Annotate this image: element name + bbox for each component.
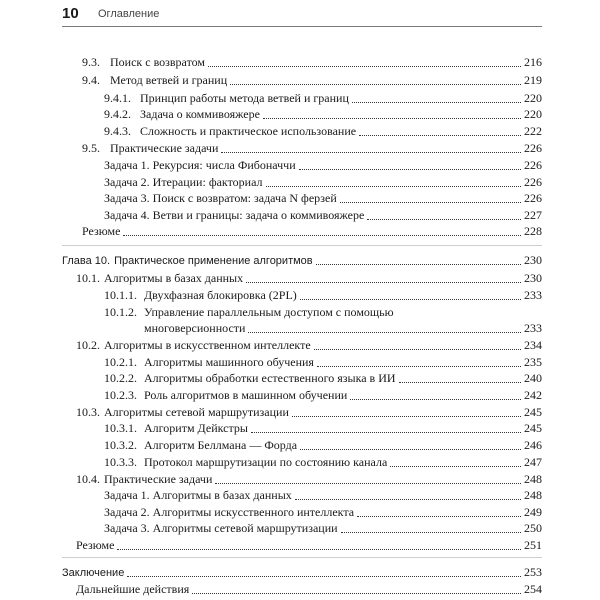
leader-dots: [127, 575, 521, 577]
entry-title: Практические задачи: [104, 472, 213, 486]
toc-entry: [76, 271, 542, 286]
entry-page: 250: [524, 521, 542, 535]
toc-entry-continuation: [144, 321, 542, 336]
toc-entry: [104, 175, 542, 190]
separator-line: [62, 245, 542, 246]
entry-page: 222: [524, 124, 542, 138]
toc-entry: [104, 521, 542, 536]
entry-page: 247: [524, 455, 542, 469]
entry-page: 216: [524, 55, 542, 69]
entry-number: 10.1.: [76, 271, 100, 285]
entry-page: 227: [524, 208, 542, 222]
toc-entry-first-line: [104, 305, 394, 320]
entry-page: 234: [524, 338, 542, 352]
entry-title: Алгоритмы в искусственном интеллекте: [104, 338, 311, 352]
toc-entry: [82, 55, 542, 70]
entry-page: 245: [524, 405, 542, 419]
toc-entry: [104, 355, 542, 370]
entry-page: 226: [524, 158, 542, 172]
toc-entry: [104, 488, 542, 503]
leader-dots: [352, 101, 521, 103]
entry-title: Метод ветвей и границ: [110, 73, 228, 87]
leader-dots: [208, 65, 521, 67]
entry-page: 220: [524, 107, 542, 121]
entry-page: 249: [524, 505, 542, 519]
toc-entry: [104, 388, 542, 403]
entry-number: 9.3.: [82, 55, 100, 69]
entry-title: Резюме: [76, 538, 115, 552]
entry-page: 226: [524, 141, 542, 155]
entry-page: 248: [524, 488, 542, 502]
leader-dots: [300, 448, 521, 450]
toc-entry: [76, 338, 542, 353]
entry-title: Алгоритмы машинного обучения: [144, 355, 314, 369]
entry-number: 10.2.: [76, 338, 100, 352]
running-header-title: Оглавление: [98, 8, 160, 20]
entry-title-continued: многоверсионности: [144, 321, 246, 335]
entry-number: 10.3.2.: [104, 438, 137, 452]
entry-title: Задача 2. Итерации: факториал: [104, 175, 263, 189]
entry-title: Управление параллельным доступом с помощью: [144, 305, 394, 319]
leader-dots: [359, 134, 521, 136]
leader-dots: [221, 151, 521, 153]
page-number: 10: [62, 5, 79, 22]
entry-title: Алгоритм Дейкстры: [144, 421, 248, 435]
entry-number: 10.4.: [76, 472, 100, 486]
entry-title: Задача 4. Ветви и границы: задача о коммивояжере: [104, 208, 365, 222]
entry-title: Алгоритмы обработки естественного языка в ИИ: [144, 371, 396, 385]
entry-number: 9.4.2.: [104, 107, 131, 121]
leader-dots: [246, 281, 521, 283]
entry-page: 253: [524, 565, 542, 579]
entry-title: Резюме: [82, 224, 121, 238]
entry-title: Задача 1. Алгоритмы в базах данных: [104, 488, 292, 502]
toc-entry: [82, 73, 542, 88]
toc-entry: [104, 191, 542, 206]
entry-page: 230: [524, 271, 542, 285]
entry-page: 248: [524, 472, 542, 486]
entry-number: 10.3.: [76, 405, 100, 419]
entry-title: Двухфазная блокировка (2PL): [144, 288, 297, 302]
entry-title: Задача 1. Рекурсия: числа Фибоначчи: [104, 158, 296, 172]
entry-title: Поиск с возвратом: [110, 55, 206, 69]
leader-dots: [295, 498, 521, 500]
leader-dots: [248, 331, 521, 333]
entry-number: 10.3.1.: [104, 421, 137, 435]
chapter-title: Заключение: [62, 567, 125, 579]
toc-entry: [104, 124, 542, 139]
leader-dots: [263, 117, 521, 119]
toc-chapter-entry: [62, 565, 542, 580]
leader-dots: [399, 381, 521, 383]
entry-number: 10.1.2.: [104, 305, 137, 319]
entry-title: Задача 2. Алгоритмы искусственного интеллекта: [104, 505, 355, 519]
leader-dots: [123, 234, 521, 236]
leader-dots: [340, 201, 521, 203]
entry-number: 10.3.3.: [104, 455, 137, 469]
leader-dots: [316, 263, 521, 265]
toc-entry: [76, 405, 542, 420]
toc-entry: [104, 208, 542, 223]
leader-dots: [251, 431, 521, 433]
entry-page: 228: [524, 224, 542, 238]
entry-number: 10.2.2.: [104, 371, 137, 385]
leader-dots: [317, 365, 521, 367]
toc-entry: [104, 505, 542, 520]
entry-title: Протокол маршрутизации по состоянию канала: [144, 455, 388, 469]
leader-dots: [117, 548, 521, 550]
chapter-number: Глава 10.: [62, 255, 111, 267]
entry-number: 10.2.3.: [104, 388, 137, 402]
leader-dots: [350, 398, 521, 400]
entry-page: 245: [524, 421, 542, 435]
entry-number: 9.4.: [82, 73, 100, 87]
entry-title: Сложность и практическое использование: [140, 124, 357, 138]
entry-page: 240: [524, 371, 542, 385]
entry-page: 242: [524, 388, 542, 402]
entry-page: 220: [524, 91, 542, 105]
leader-dots: [215, 482, 521, 484]
entry-title: Алгоритмы в базах данных: [104, 271, 244, 285]
entry-title: Роль алгоритмов в машинном обучении: [144, 388, 348, 402]
entry-number: 9.5.: [82, 141, 100, 155]
entry-title: Задача 3. Поиск с возвратом: задача N ферзей: [104, 191, 337, 205]
entry-number: 10.2.1.: [104, 355, 137, 369]
leader-dots: [390, 465, 521, 467]
entry-page: 254: [524, 582, 542, 596]
entry-number: 9.4.1.: [104, 91, 131, 105]
entry-title: Принцип работы метода ветвей и границ: [140, 91, 349, 105]
leader-dots: [266, 185, 521, 187]
toc-entry: [104, 288, 542, 303]
entry-page: 233: [524, 288, 542, 302]
toc-entry: [76, 472, 542, 487]
entry-title: Дальнейшие действия: [76, 582, 190, 596]
leader-dots: [300, 298, 521, 300]
entry-page: 246: [524, 438, 542, 452]
toc-chapter-entry: [62, 253, 542, 268]
entry-number: 10.1.1.: [104, 288, 137, 302]
toc-entry: [76, 538, 542, 553]
entry-page: 226: [524, 191, 542, 205]
entry-page: 230: [524, 253, 542, 267]
toc-entry: [76, 582, 542, 597]
entry-title: Практические задачи: [110, 141, 219, 155]
toc-entry: [82, 141, 542, 156]
leader-dots: [192, 592, 521, 594]
separator-line: [62, 557, 542, 558]
toc-entry: [104, 371, 542, 386]
leader-dots: [292, 415, 521, 417]
entry-page: 235: [524, 355, 542, 369]
toc-entry: [82, 224, 542, 239]
entry-title: Задача 3. Алгоритмы сетевой маршрутизации: [104, 521, 338, 535]
chapter-title: Практическое применение алгоритмов: [114, 255, 313, 267]
entry-page: 251: [524, 538, 542, 552]
leader-dots: [367, 218, 521, 220]
entry-number: 9.4.3.: [104, 124, 131, 138]
entry-title: Задача о коммивояжере: [140, 107, 260, 121]
leader-dots: [230, 83, 521, 85]
toc-entry: [104, 107, 542, 122]
toc-entry: [104, 91, 542, 106]
toc-entry: [104, 455, 542, 470]
entry-title: Алгоритмы сетевой маршрутизации: [104, 405, 289, 419]
entry-page: 226: [524, 175, 542, 189]
toc-entry: [104, 158, 542, 173]
leader-dots: [314, 348, 521, 350]
leader-dots: [299, 168, 521, 170]
entry-page: 219: [524, 73, 542, 87]
leader-dots: [341, 531, 521, 533]
entry-page: 233: [524, 321, 542, 335]
entry-title: Алгоритм Беллмана — Форда: [144, 438, 298, 452]
toc-entry: [104, 421, 542, 436]
leader-dots: [357, 515, 521, 517]
toc-entry: [104, 438, 542, 453]
